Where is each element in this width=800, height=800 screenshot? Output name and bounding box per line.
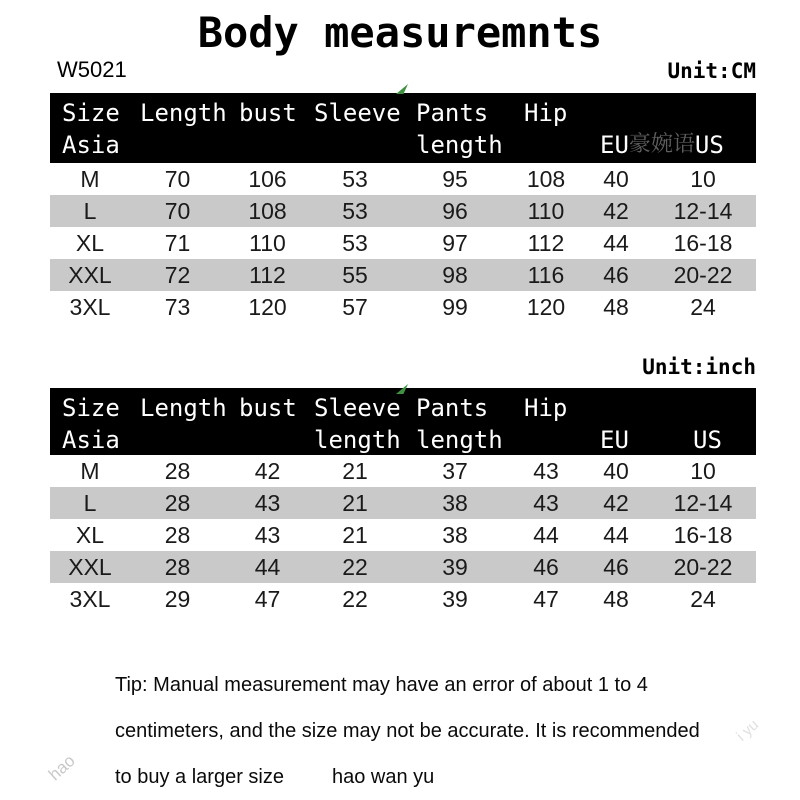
table-cell: 95	[442, 166, 468, 192]
table-cell: 39	[442, 554, 468, 580]
table-cell: 42	[603, 198, 629, 224]
table-cell: 20-22	[673, 262, 733, 288]
table-row	[50, 291, 756, 323]
table-cell: 10	[690, 458, 716, 484]
table-cell: XXL	[68, 554, 112, 580]
col-header-pants-sub: length	[416, 131, 503, 159]
table-cell: M	[80, 458, 100, 484]
table-cell: 55	[342, 262, 368, 288]
table-cell: 24	[690, 294, 716, 320]
table-cell: 46	[603, 262, 629, 288]
tip-line-2: centimeters, and the size may not be accurate. It is recommended	[115, 720, 700, 742]
table-cell: 72	[164, 262, 191, 288]
table-cell: 37	[442, 458, 468, 484]
table-cell: 108	[248, 198, 287, 224]
table-row	[50, 455, 756, 487]
col-header-sleeve-sub: length	[314, 426, 401, 454]
table-cell: 38	[442, 490, 468, 516]
table-cell: 46	[603, 554, 629, 580]
table-cell: 48	[603, 294, 629, 320]
table-cell: 110	[249, 230, 286, 256]
table-row	[50, 227, 756, 259]
table-cell: 28	[164, 522, 191, 548]
table-cell: 53	[342, 198, 368, 224]
measurement-tip	[115, 662, 735, 800]
table-cell: 110	[527, 198, 565, 224]
table-cell: 47	[254, 586, 281, 612]
table-cell: 73	[164, 294, 191, 320]
unit-label-inch: Unit:inch	[642, 355, 756, 379]
table-cell: 40	[603, 458, 629, 484]
table-cell: 28	[164, 458, 191, 484]
col-header-size: Size	[62, 99, 120, 127]
table-cell: 43	[254, 490, 281, 516]
table-cell: 112	[527, 230, 565, 256]
col-header-size: Size	[62, 394, 120, 422]
table-cell: 53	[342, 230, 368, 256]
table-cell: 22	[342, 586, 368, 612]
tip-line-3-text: to buy a larger size	[115, 766, 284, 788]
table-cell: 48	[603, 586, 629, 612]
table-cell: XL	[75, 522, 105, 548]
col-header-length: Length	[140, 394, 227, 422]
table-cell: 20-22	[673, 554, 733, 580]
table-cell: 71	[164, 230, 191, 256]
table-cell: XXL	[68, 262, 112, 288]
col-header-length: Length	[140, 99, 227, 127]
table-cell: 10	[690, 166, 716, 192]
table-row	[50, 195, 756, 227]
table-row	[50, 163, 756, 195]
table-cell: XL	[75, 230, 105, 256]
table-cell: 99	[442, 294, 468, 320]
table-cell: 46	[533, 554, 559, 580]
table-cell: 12-14	[673, 198, 733, 224]
col-header-sleeve-sub	[310, 129, 400, 161]
table-cell: 44	[533, 522, 559, 548]
table-cell: 28	[164, 490, 191, 516]
table-cell: 70	[164, 198, 191, 224]
col-header-asia: Asia	[62, 131, 120, 159]
col-header-eu: EU	[600, 426, 629, 454]
product-code: W5021	[57, 57, 127, 82]
table-cell: 16-18	[673, 522, 733, 548]
table-cell: 43	[533, 458, 559, 484]
table-cell: 16-18	[673, 230, 733, 256]
table-cell: L	[83, 490, 97, 516]
size-table-cm	[50, 93, 756, 323]
table-cell: 40	[603, 166, 629, 192]
table-cell: 44	[603, 230, 629, 256]
table-cell: 44	[254, 554, 281, 580]
table-row	[50, 487, 756, 519]
table-cell: 39	[442, 586, 468, 612]
size-table-cm-body	[50, 163, 756, 323]
size-table-inch-header	[50, 388, 756, 455]
col-header-pants: Pants	[416, 99, 489, 127]
table-cell: 43	[254, 522, 281, 548]
table-cell: 120	[526, 294, 566, 320]
table-cell: 38	[442, 522, 468, 548]
col-header-bust: bust	[239, 99, 297, 127]
table-cell: 108	[526, 166, 566, 192]
unit-label-cm: Unit:CM	[667, 59, 756, 83]
col-header-hip: Hip	[524, 394, 568, 422]
table-cell: 106	[248, 166, 287, 192]
table-cell: 21	[342, 458, 368, 484]
col-header-us: US	[694, 131, 724, 159]
tip-line-1: Tip: Manual measurement may have an error of about 1 to 4	[115, 674, 648, 696]
brand-watermark-cjk: 豪婉语	[628, 132, 695, 157]
table-cell: 44	[603, 522, 629, 548]
size-table-inch-body	[50, 455, 756, 615]
col-header-sleeve: Sleeve	[314, 394, 401, 422]
table-row	[50, 259, 756, 291]
table-cell: 22	[342, 554, 368, 580]
table-cell: 42	[603, 490, 629, 516]
table-cell: 3XL	[69, 294, 111, 320]
col-header-pants: Pants	[416, 394, 489, 422]
table-cell: 43	[533, 490, 559, 516]
table-row	[50, 551, 756, 583]
table-cell: M	[80, 166, 100, 192]
table-cell: 24	[690, 586, 716, 612]
table-cell: L	[83, 198, 97, 224]
table-cell: 42	[254, 458, 281, 484]
table-row	[50, 583, 756, 615]
table-row	[50, 519, 756, 551]
col-header-us: US	[693, 426, 722, 454]
table-cell: 98	[442, 262, 468, 288]
col-header-pants-sub: length	[416, 426, 503, 454]
watermark-right: i yu	[733, 716, 763, 745]
table-cell: 21	[342, 490, 368, 516]
table-cell: 53	[342, 166, 368, 192]
brand-name: hao wan yu	[331, 766, 435, 788]
table-cell: 28	[164, 554, 191, 580]
table-cell: 21	[342, 522, 368, 548]
table-cell: 3XL	[69, 586, 111, 612]
col-header-eu: EU	[600, 131, 629, 159]
table-cell: 112	[249, 262, 286, 288]
col-header-sleeve: Sleeve	[314, 99, 401, 127]
col-header-asia: Asia	[62, 426, 120, 454]
table-cell: 116	[527, 262, 565, 288]
page-title: Body measuremnts	[197, 8, 603, 57]
table-cell: 96	[442, 198, 468, 224]
table-cell: 57	[342, 294, 368, 320]
col-header-bust: bust	[239, 394, 297, 422]
table-cell: 12-14	[673, 490, 733, 516]
col-header-hip: Hip	[524, 99, 568, 127]
table-cell: 120	[248, 294, 287, 320]
table-cell: 97	[442, 230, 468, 256]
table-cell: 29	[164, 586, 191, 612]
watermark-bottom-left: hao	[44, 751, 79, 785]
table-cell: 70	[164, 166, 191, 192]
size-table-cm-header	[50, 93, 756, 163]
tip-line-3	[115, 754, 735, 800]
size-table-inch	[50, 388, 756, 615]
table-cell: 47	[533, 586, 559, 612]
